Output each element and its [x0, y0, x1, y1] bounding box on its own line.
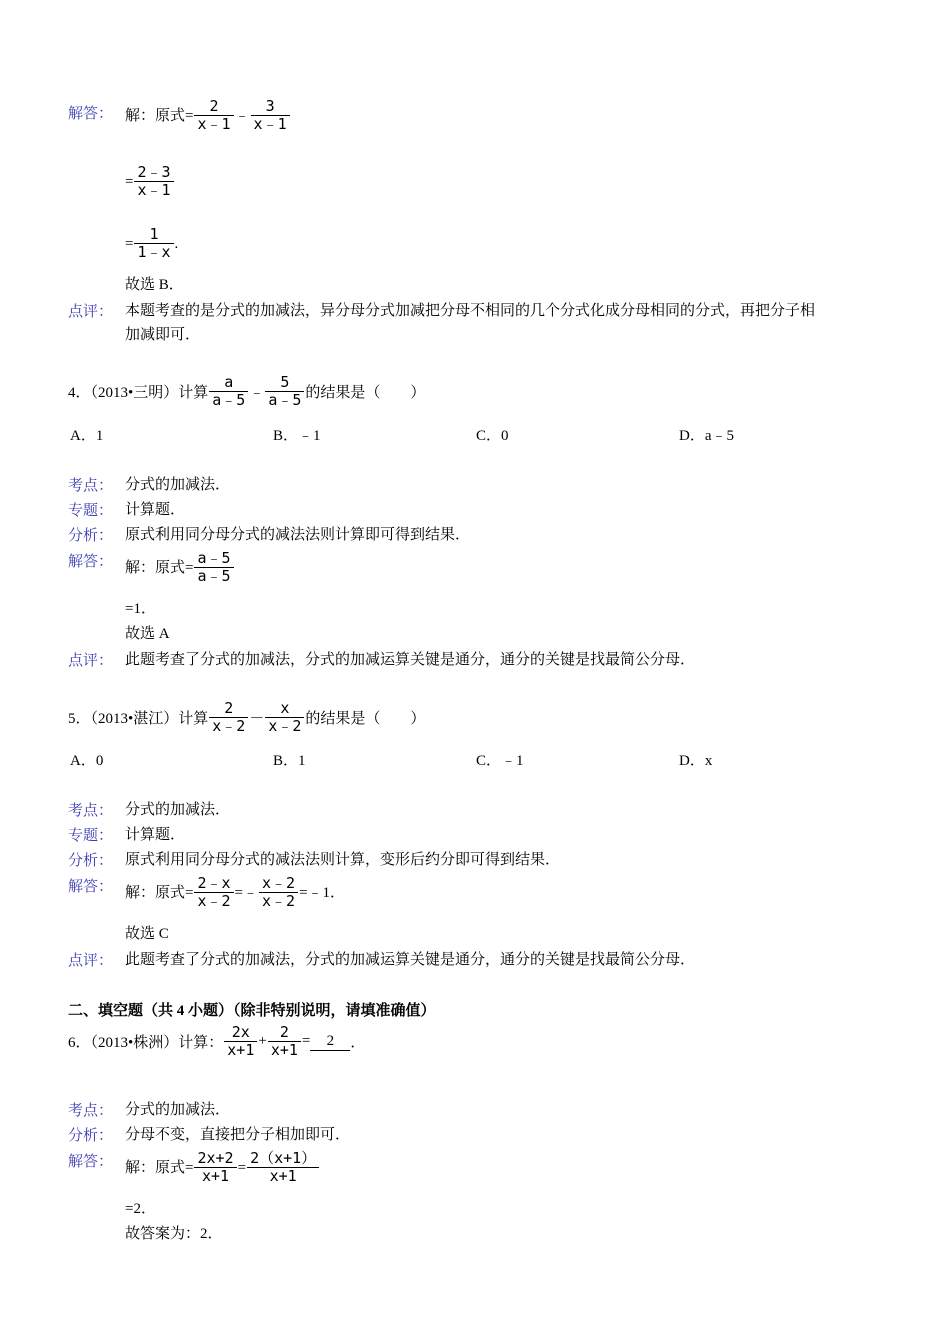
q6-answer-blank: 2 — [310, 1033, 350, 1051]
q5-fraction-2: $\frac{x}{x﹣2}$ — [265, 700, 304, 735]
q5-solution-line1 — [125, 875, 345, 910]
q6-sol-fraction-1: $\frac{2x+2}{x+1}$ — [194, 1150, 236, 1185]
q6-equals: = — [301, 1033, 311, 1049]
q3-eq-3: = — [125, 235, 134, 252]
q5-kaodian-label: 考点： — [68, 803, 114, 819]
q4-option-a: A．1 — [70, 428, 104, 444]
q5-minus: － — [249, 711, 265, 727]
q5-sol-suffix: =﹣1． — [299, 884, 346, 901]
q5-fenxi: 原式利用同分母分式的减法法则计算，变形后约分即可得到结果． — [125, 852, 561, 868]
q4-zhuanti-label: 专题： — [68, 503, 114, 519]
q5-zhuanti: 计算题． — [125, 827, 186, 843]
q5-option-d: D．x — [679, 753, 713, 769]
q5-fenxi-label: 分析： — [68, 853, 114, 869]
q4-stem-suffix: 的结果是（ ） — [305, 385, 426, 401]
q6-fenxi-label: 分析： — [68, 1128, 114, 1144]
q4-fenxi-label: 分析： — [68, 528, 114, 544]
q4-choice: 故选 A — [125, 626, 170, 642]
q4-sol-fraction: $\frac{a﹣5}{a﹣5}$ — [194, 550, 233, 585]
q4-solution-line1 — [125, 550, 235, 585]
q5-stem — [68, 700, 425, 735]
q6-stem — [68, 1024, 365, 1059]
q3-dianping-line1: 本题考查的是分式的加减法，异分母分式加减把分母不相同的几个分式化成分母相同的分式，再把分子相 — [125, 303, 816, 319]
q6-kaodian: 分式的加减法． — [125, 1102, 231, 1118]
q5-sol-fraction-2: $\frac{x﹣2}{x﹣2}$ — [259, 875, 298, 910]
q3-choice: 故选 B． — [125, 277, 184, 293]
q3-fraction-2: $\frac{3}{x﹣1}$ — [251, 98, 290, 133]
q6-kaodian-label: 考点： — [68, 1103, 114, 1119]
q5-stem-suffix: 的结果是（ ） — [305, 711, 426, 727]
q6-fraction-2: $\frac{2}{x+1}$ — [268, 1024, 301, 1059]
q6-solution-line1 — [125, 1150, 320, 1185]
q4-fraction-1: $\frac{a}{a﹣5}$ — [209, 374, 248, 409]
q4-dianping-label: 点评： — [68, 653, 114, 669]
q4-option-c: C．0 — [476, 428, 509, 444]
q4-zhuanti: 计算题． — [125, 502, 186, 518]
q3-dianping-line2: 加减即可． — [125, 327, 201, 343]
q4-minus: ﹣ — [249, 385, 265, 401]
q3-solution-line1 — [125, 98, 291, 133]
section2-title: 二、填空题（共 4 小题）（除非特别说明，请填准确值） — [68, 1003, 436, 1019]
q5-fraction-1: $\frac{2}{x﹣2}$ — [209, 700, 248, 735]
q3-fraction-3: $\frac{2﹣3}{x﹣1}$ — [134, 164, 173, 199]
q5-choice: 故选 C — [125, 926, 169, 942]
q6-solution-line3: 故答案为：2． — [125, 1226, 223, 1242]
q6-sol-fraction-2: $\frac{2(x+1)}{x+1}$ — [247, 1150, 319, 1185]
q3-solution-line2 — [125, 164, 175, 199]
q3-eq-2: = — [125, 173, 134, 190]
q4-jieda-label: 解答： — [68, 554, 114, 570]
q5-dianping-label: 点评： — [68, 953, 114, 969]
q4-kaodian-label: 考点： — [68, 478, 114, 494]
q3-sol-prefix: 解：原式= — [125, 107, 194, 124]
q6-sol-eq: = — [237, 1159, 247, 1176]
q4-fenxi: 原式利用同分母分式的减法法则计算即可得到结果． — [125, 527, 471, 543]
q6-fenxi: 分母不变，直接把分子相加即可． — [125, 1127, 351, 1143]
q6-solution-line2: =2． — [125, 1201, 156, 1217]
q6-sol-prefix: 解：原式= — [125, 1159, 194, 1176]
q4-sol-prefix: 解：原式= — [125, 559, 194, 576]
q4-option-d: D．a﹣5 — [679, 428, 734, 444]
q6-fraction-1: $\frac{2x}{x+1}$ — [224, 1024, 257, 1059]
q4-stem-prefix: 4．（2013•三明）计算 — [68, 385, 209, 401]
q3-fraction-1: $\frac{2}{x﹣1}$ — [194, 98, 233, 133]
q5-option-a: A．0 — [70, 753, 104, 769]
q5-jieda-label: 解答： — [68, 879, 114, 895]
q3-period: . — [174, 235, 179, 252]
q3-dianping-label: 点评： — [68, 304, 114, 320]
q5-sol-prefix: 解：原式= — [125, 884, 194, 901]
q5-dianping: 此题考查了分式的加减法，分式的加减运算关键是通分，通分的关键是找最简公分母． — [125, 952, 696, 968]
q6-jieda-label: 解答： — [68, 1154, 114, 1170]
q5-option-b: B．1 — [273, 753, 306, 769]
q5-stem-prefix: 5．（2013•湛江）计算 — [68, 711, 209, 727]
q4-option-b: B．﹣1 — [273, 428, 321, 444]
q6-stem-prefix: 6．（2013•株洲）计算： — [68, 1035, 224, 1051]
q5-zhuanti-label: 专题： — [68, 828, 114, 844]
q6-plus: + — [258, 1033, 267, 1049]
q3-minus: ﹣ — [234, 107, 250, 124]
q5-option-c: C．﹣1 — [476, 753, 524, 769]
q5-sol-fraction-1: $\frac{2﹣x}{x﹣2}$ — [194, 875, 233, 910]
q4-kaodian: 分式的加减法． — [125, 477, 231, 493]
q4-stem — [68, 374, 425, 409]
q4-solution-line2: =1． — [125, 601, 156, 617]
q6-stem-suffix: ． — [350, 1035, 366, 1051]
q3-jieda-label: 解答： — [68, 106, 114, 122]
q4-dianping: 此题考查了分式的加减法，分式的加减运算关键是通分，通分的关键是找最简公分母． — [125, 652, 696, 668]
q3-fraction-4: $\frac{1}{1﹣x}$ — [134, 226, 173, 261]
q5-sol-mid: =﹣ — [234, 884, 258, 901]
q3-solution-line3 — [125, 226, 178, 261]
q4-fraction-2: $\frac{5}{a﹣5}$ — [265, 374, 304, 409]
q5-kaodian: 分式的加减法． — [125, 802, 231, 818]
